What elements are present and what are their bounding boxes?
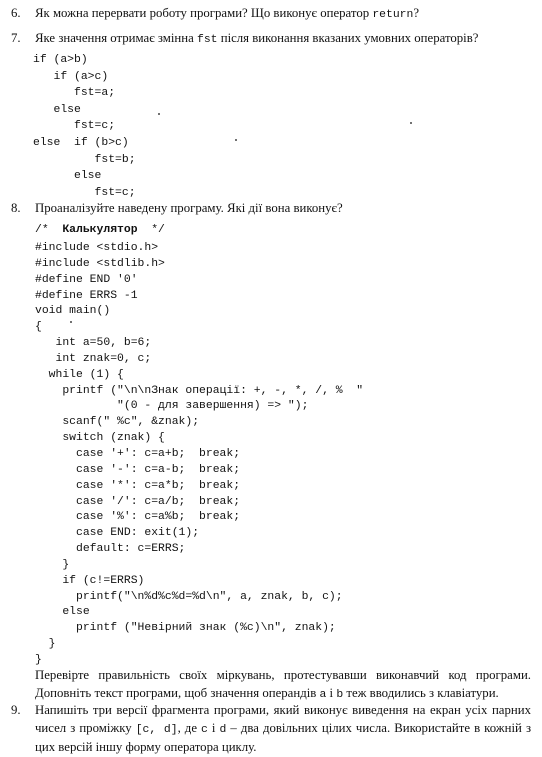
inline-code-c: c <box>201 723 208 736</box>
code-line: else <box>33 103 81 116</box>
question-text-part: Напишіть три версії фрагмента програми, який виконує виведення на екран усіх парних чисел з проміжку <box>35 703 531 735</box>
code-line: printf ("Невірний знак (%c)\n", znak); <box>35 622 336 635</box>
paragraph-text: і <box>326 685 337 700</box>
code-line: if (a>c) <box>33 70 109 83</box>
inline-code-d: d <box>219 723 227 736</box>
scan-speck <box>410 122 412 124</box>
code-line: fst=c; <box>33 120 116 133</box>
inline-code-a: a <box>319 688 327 701</box>
inline-code-b: b <box>336 688 344 701</box>
code-line: int a=50, b=6; <box>35 337 152 350</box>
code-line: printf ("\n\nЗнак операції: +, -, *, /, % " <box>35 384 364 397</box>
question-6 <box>11 5 533 24</box>
code-line: default: c=ERRS; <box>35 543 186 556</box>
question-number: 9. <box>11 703 21 717</box>
question-number: 6. <box>11 6 21 20</box>
comment-open: /* <box>35 224 63 236</box>
code-line: } <box>35 638 56 651</box>
paragraph-text: Перевірте правильність своїх міркувань, протестувавши виконавчий код програми. Доповніть текст програми, щоб значення операндів <box>35 668 531 700</box>
question-text-end: ? <box>413 6 420 20</box>
question-text: Проаналізуйте наведену програму. Які дії вона виконує? <box>35 201 343 215</box>
code-line: fst=c; <box>33 186 136 199</box>
scan-speck <box>158 113 160 115</box>
code-line: scanf(" %c", &znak); <box>35 416 200 429</box>
code-line: #define END '0' <box>35 273 138 286</box>
code-line: fst=b; <box>33 153 136 166</box>
code-line: case END: exit(1); <box>35 527 200 540</box>
code-block-conditions <box>33 52 136 201</box>
question-text-part: , де <box>177 720 202 735</box>
code-line: #include <stdlib.h> <box>35 257 165 270</box>
scan-speck <box>235 139 237 141</box>
code-line: if (c!=ERRS) <box>35 574 145 587</box>
paragraph-text: теж вводились з клавіатури. <box>343 685 499 700</box>
code-line: } <box>35 558 70 571</box>
code-line: else if (b>c) <box>33 136 129 149</box>
code-line: switch (znak) { <box>35 432 165 445</box>
code-line: "(0 - для завершення) => "); <box>35 400 309 413</box>
code-comment-line <box>35 223 165 238</box>
question-text-part: і <box>207 720 220 735</box>
question-text-part: – два довільних цілих числа. Використайте в кожній з цих версій іншу форму оператора циклу. <box>35 720 531 754</box>
question-number: 8. <box>11 201 21 215</box>
question-text <box>35 702 531 757</box>
question-number: 7. <box>11 31 21 45</box>
comment-close: */ <box>137 224 165 236</box>
inline-code: return <box>372 9 414 21</box>
inline-code-range: [c, d] <box>135 723 178 736</box>
code-line: } <box>35 653 42 666</box>
code-line: #include <stdio.h> <box>35 242 159 254</box>
code-line: case '*': c=a*b; break; <box>35 479 241 492</box>
inline-code: fst <box>197 34 218 46</box>
code-line: void main() <box>35 305 111 318</box>
code-line: else <box>33 170 102 183</box>
code-line: case '+': c=a+b; break; <box>35 447 241 460</box>
paragraph-after-code <box>35 667 531 704</box>
code-line: printf("\n%d%c%d=%d\n", a, znak, b, c); <box>35 590 343 603</box>
question-7 <box>11 30 533 49</box>
code-line: case '/': c=a/b; break; <box>35 495 241 508</box>
code-line: { <box>35 321 42 334</box>
question-text: Яке значення отримає змінна <box>35 31 197 45</box>
question-text-end: після виконання вказаних умовних операторів? <box>217 31 479 45</box>
code-line: if (a>b) <box>33 54 88 66</box>
comment-title: Калькулятор <box>62 224 138 236</box>
question-text: Як можна перервати роботу програми? Що виконує оператор <box>35 6 373 20</box>
scan-speck <box>70 321 72 323</box>
code-line: fst=a; <box>33 87 116 100</box>
code-line: else <box>35 606 90 619</box>
code-line: case '-': c=a-b; break; <box>35 463 241 476</box>
code-line: #define ERRS -1 <box>35 289 138 302</box>
code-line: while (1) { <box>35 368 124 381</box>
question-8 <box>11 200 533 217</box>
code-line: int znak=0, c; <box>35 352 152 365</box>
code-block-calculator <box>35 241 363 669</box>
code-line: case '%': c=a%b; break; <box>35 511 241 524</box>
question-9 <box>11 702 531 757</box>
